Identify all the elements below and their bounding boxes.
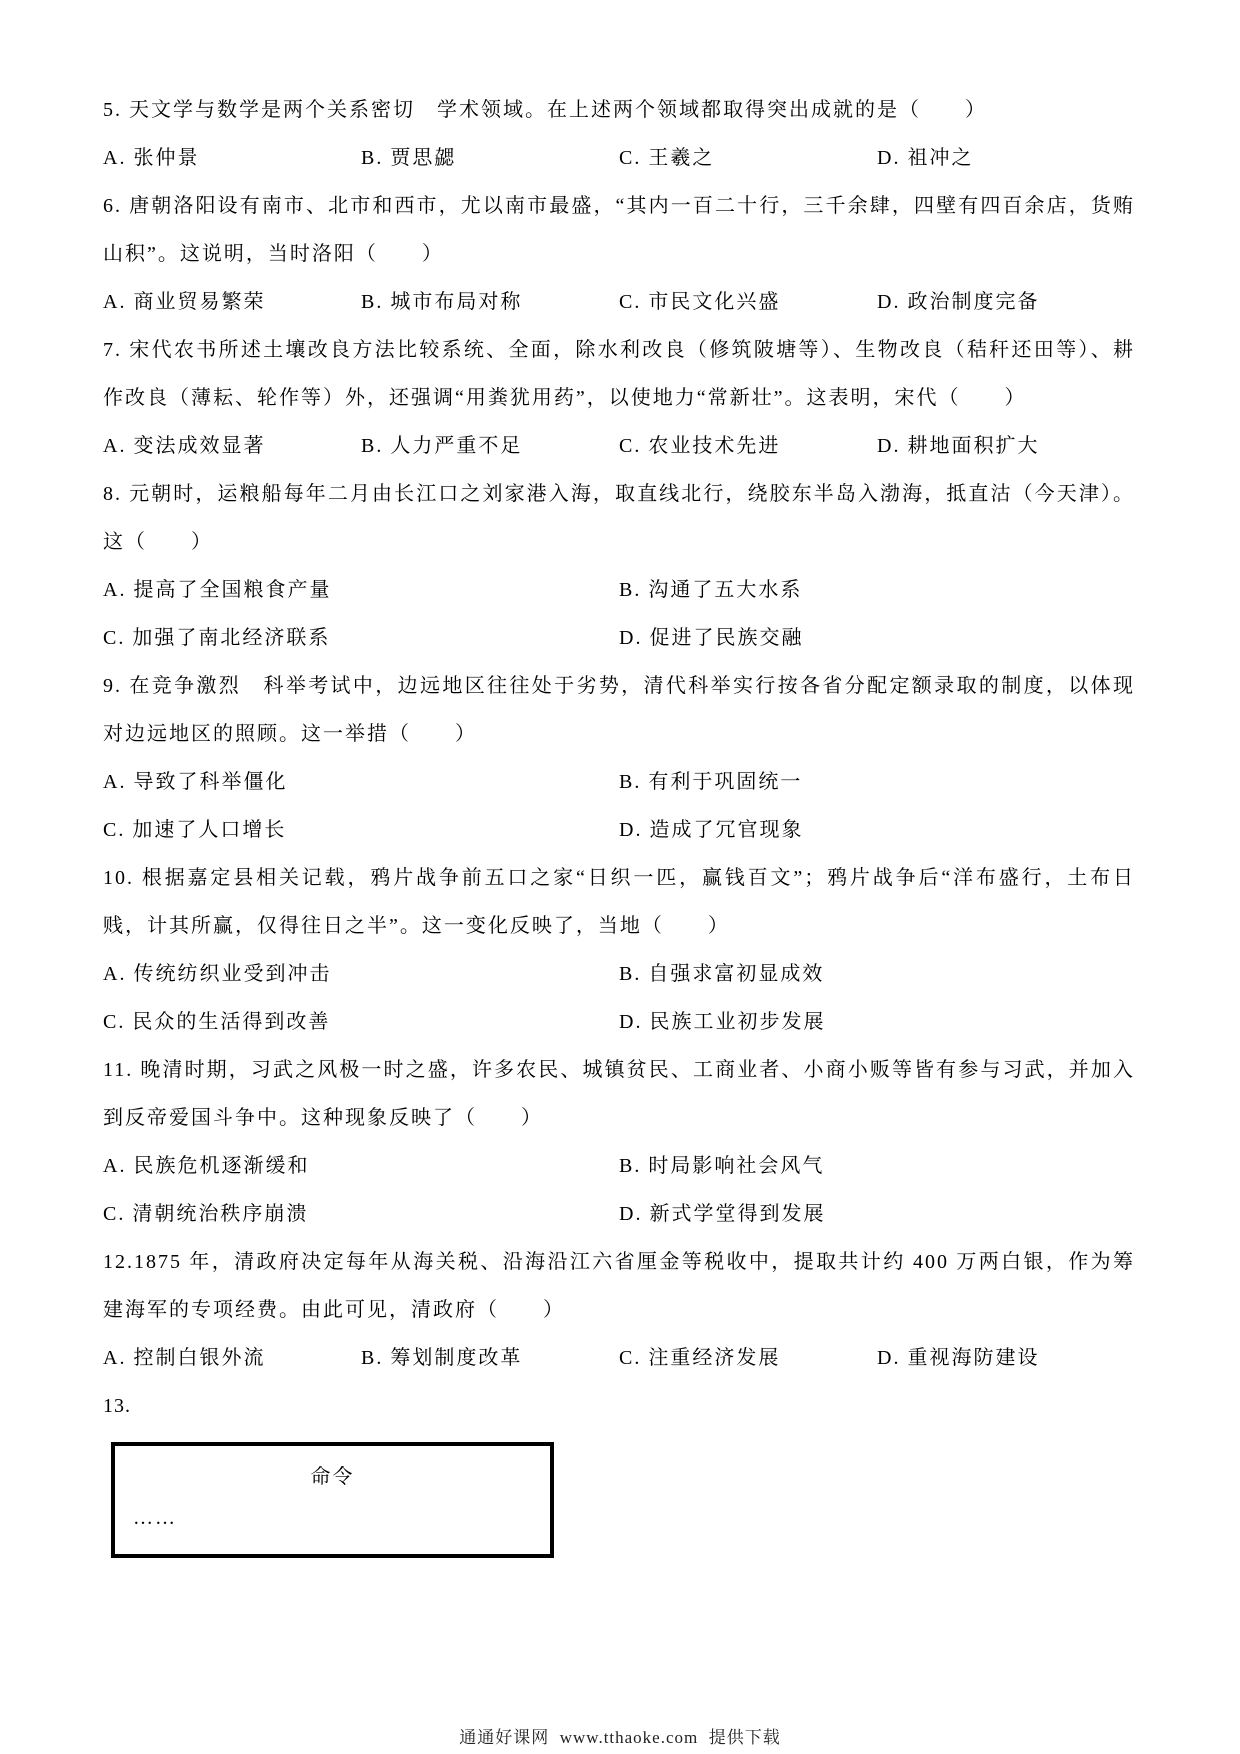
question-7-option-c: C. 农业技术先进 [619, 435, 781, 457]
command-box-ellipsis: …… [133, 1507, 177, 1529]
question-8-option-b: B. 沟通了五大水系 [619, 579, 803, 601]
question-9-option-d: D. 造成了冗官现象 [619, 819, 804, 841]
command-box [111, 1442, 554, 1558]
question-6-option-a: A. 商业贸易繁荣 [103, 291, 266, 313]
question-10-stem: 10. 根据嘉定县相关记载，鸦片战争前五口之家“日织一匹，赢钱百文”；鸦片战争后“洋布盛行，土布日贱，计其所赢，仅得往日之半”。这一变化反映了，当地（ ） [103, 867, 1135, 937]
question-12-option-b: B. 筹划制度改革 [361, 1347, 523, 1369]
question-5-stem: 5. 天文学与数学是两个关系密切 学术领域。在上述两个领域都取得突出成就的是（ ） [103, 99, 987, 121]
question-5-option-b: B. 贾思勰 [361, 147, 457, 169]
question-12-options [103, 1334, 1135, 1382]
question-10-option-b: B. 自强求富初显成效 [619, 963, 825, 985]
question-11 [103, 1046, 1135, 1238]
question-6 [103, 182, 1135, 326]
command-box-title: 命令 [310, 1466, 355, 1488]
question-9-options [103, 758, 1135, 854]
question-5-options [103, 134, 1135, 182]
question-5-option-c: C. 王羲之 [619, 147, 715, 169]
question-9-option-a: A. 导致了科举僵化 [103, 771, 288, 793]
question-13-number: 13. [103, 1395, 131, 1417]
question-5-option-d: D. 祖冲之 [877, 147, 974, 169]
exam-content [103, 86, 1135, 1558]
question-8-option-a: A. 提高了全国粮食产量 [103, 579, 332, 601]
question-5-option-a: A. 张仲景 [103, 147, 200, 169]
question-12 [103, 1238, 1135, 1382]
question-7-stem: 7. 宋代农书所述土壤改良方法比较系统、全面，除水利改良（修筑陂塘等）、生物改良（秸秆还田等）、耕作改良（薄耘、轮作等）外，还强调“用粪犹用药”，以使地力“常新壮”。这表明，宋代（ ） [103, 339, 1135, 409]
question-8-option-c: C. 加强了南北经济联系 [103, 627, 331, 649]
page-footer: 通通好课网 www.tthaoke.com 提供下载 [459, 1728, 781, 1747]
question-6-stem: 6. 唐朝洛阳设有南市、北市和西市，尤以南市最盛，“其内一百二十行，三千余肆，四壁有四百余店，货贿山积”。这说明，当时洛阳（ ） [103, 195, 1135, 265]
question-6-option-c: C. 市民文化兴盛 [619, 291, 781, 313]
question-9-option-c: C. 加速了人口增长 [103, 819, 287, 841]
question-11-option-d: D. 新式学堂得到发展 [619, 1203, 826, 1225]
question-11-options [103, 1142, 1135, 1238]
question-12-option-d: D. 重视海防建设 [877, 1347, 1040, 1369]
question-12-option-a: A. 控制白银外流 [103, 1347, 266, 1369]
question-8-options [103, 566, 1135, 662]
question-11-option-a: A. 民族危机逐渐缓和 [103, 1155, 310, 1177]
question-8 [103, 470, 1135, 662]
question-6-option-b: B. 城市布局对称 [361, 291, 523, 313]
question-9-option-b: B. 有利于巩固统一 [619, 771, 803, 793]
question-10-option-a: A. 传统纺织业受到冲击 [103, 963, 332, 985]
question-6-options [103, 278, 1135, 326]
question-10-options [103, 950, 1135, 1046]
question-7-option-b: B. 人力严重不足 [361, 435, 523, 457]
question-5 [103, 86, 1135, 182]
question-8-option-d: D. 促进了民族交融 [619, 627, 804, 649]
question-11-option-b: B. 时局影响社会风气 [619, 1155, 825, 1177]
question-7 [103, 326, 1135, 470]
question-6-option-d: D. 政治制度完备 [877, 291, 1040, 313]
question-7-option-a: A. 变法成效显著 [103, 435, 266, 457]
question-11-stem: 11. 晚清时期，习武之风极一时之盛，许多农民、城镇贫民、工商业者、小商小贩等皆有参与习武，并加入到反帝爱国斗争中。这种现象反映了（ ） [103, 1059, 1135, 1129]
question-9 [103, 662, 1135, 854]
question-12-stem: 12.1875 年，清政府决定每年从海关税、沿海沿江六省厘金等税收中，提取共计约 400 万两白银，作为筹建海军的专项经费。由此可见，清政府（ ） [103, 1251, 1135, 1321]
question-9-stem: 9. 在竞争激烈 科举考试中，边远地区往往处于劣势，清代科举实行按各省分配定额录取的制度，以体现对边远地区的照顾。这一举措（ ） [103, 675, 1135, 745]
question-8-stem: 8. 元朝时，运粮船每年二月由长江口之刘家港入海，取直线北行，绕胶东半岛入渤海，抵直沽（今天津）。这（ ） [103, 483, 1135, 553]
question-7-options [103, 422, 1135, 470]
question-10-option-c: C. 民众的生活得到改善 [103, 1011, 331, 1033]
question-10 [103, 854, 1135, 1046]
question-13 [103, 1382, 1135, 1558]
question-12-option-c: C. 注重经济发展 [619, 1347, 781, 1369]
question-10-option-d: D. 民族工业初步发展 [619, 1011, 826, 1033]
question-7-option-d: D. 耕地面积扩大 [877, 435, 1040, 457]
question-11-option-c: C. 清朝统治秩序崩溃 [103, 1203, 309, 1225]
